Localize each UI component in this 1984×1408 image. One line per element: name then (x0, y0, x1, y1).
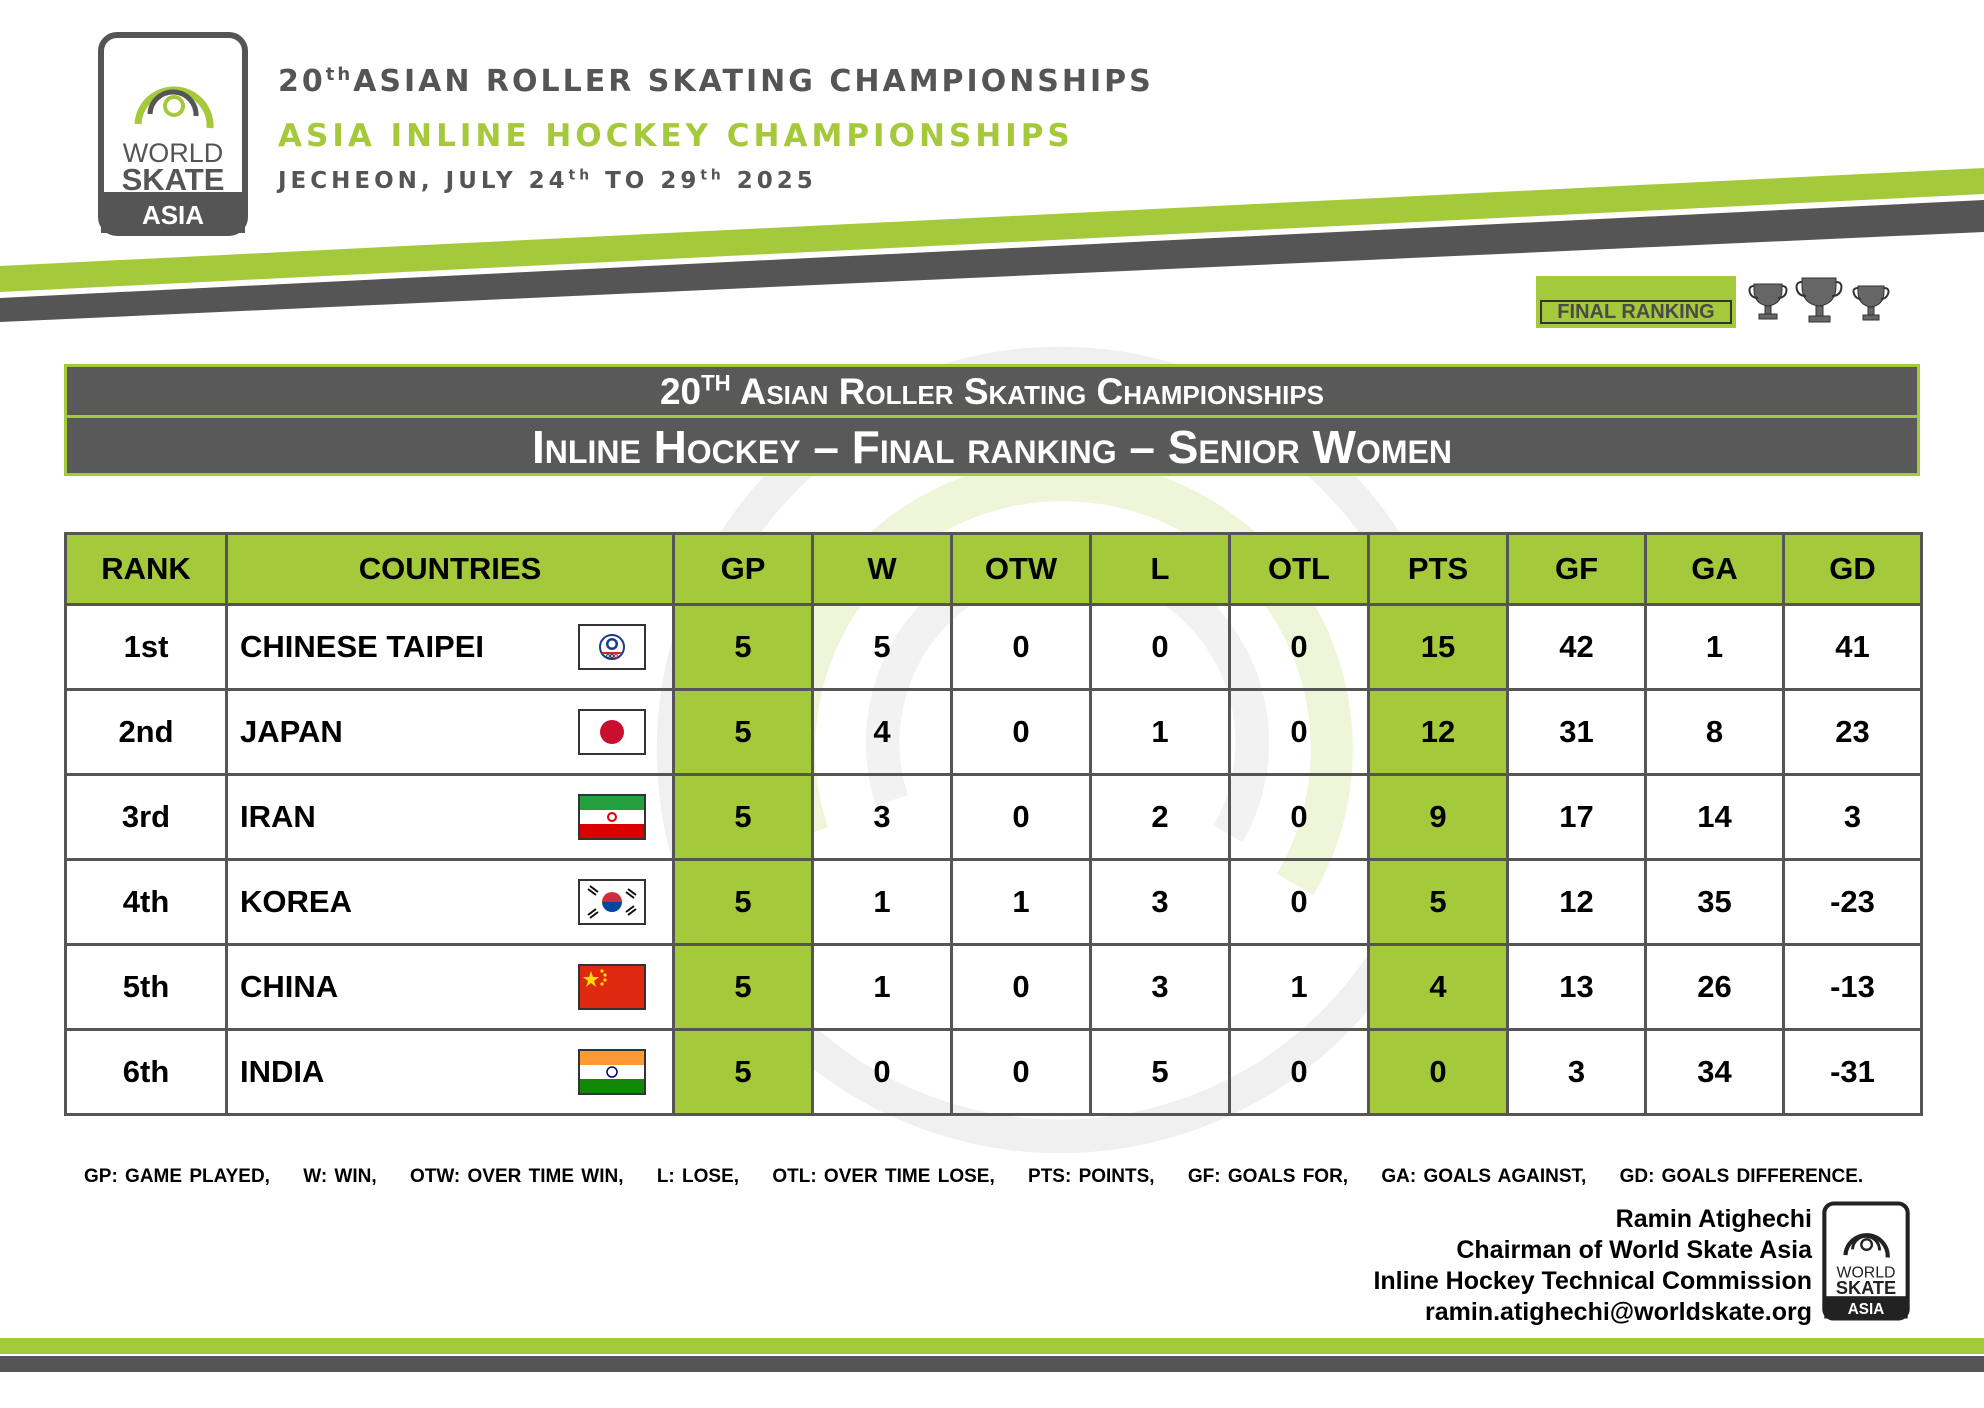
signature-email[interactable]: ramin.atighechi@worldskate.org (1425, 1298, 1812, 1326)
col-header-countries: COUNTRIES (227, 534, 674, 605)
country-name: CHINESE TAIPEI (240, 629, 485, 664)
otw-cell: 1 (952, 860, 1091, 945)
footer-green-stripe (0, 1338, 1984, 1354)
abbreviation-legend (84, 1166, 1889, 1188)
otl-cell: 0 (1230, 690, 1369, 775)
event-subtitle: ASIA INLINE HOCKEY CHAMPIONSHIPS (278, 118, 1074, 154)
otl-cell: 0 (1230, 1030, 1369, 1115)
ga-cell: 14 (1646, 775, 1784, 860)
legend-item: GD: GOALS DIFFERENCE. (1619, 1166, 1864, 1187)
gd-cell: -23 (1784, 860, 1922, 945)
trophy-icon (1797, 278, 1842, 322)
chinese-taipei-flag-icon (578, 624, 646, 670)
legend-item: L: LOSE, (656, 1166, 740, 1187)
ranking-table (64, 532, 1923, 1116)
india-flag-icon (578, 1049, 646, 1095)
l-cell: 2 (1091, 775, 1230, 860)
country-name: CHINA (240, 969, 339, 1004)
w-cell: 5 (813, 605, 952, 690)
ga-cell: 1 (1646, 605, 1784, 690)
pts-cell: 4 (1369, 945, 1508, 1030)
col-header-ga: GA (1646, 534, 1784, 605)
logo-text-asia: ASIA (141, 200, 205, 230)
country-cell (227, 860, 674, 945)
country-cell (227, 775, 674, 860)
otw-cell: 0 (952, 1030, 1091, 1115)
gp-cell: 5 (674, 860, 813, 945)
l-cell: 3 (1091, 860, 1230, 945)
otw-cell: 0 (952, 945, 1091, 1030)
pts-cell: 12 (1369, 690, 1508, 775)
otl-cell: 1 (1230, 945, 1369, 1030)
signature-block (1373, 1204, 1812, 1328)
gf-cell: 42 (1508, 605, 1646, 690)
otl-cell: 0 (1230, 860, 1369, 945)
pts-cell: 15 (1369, 605, 1508, 690)
country-name: IRAN (240, 799, 316, 834)
table-row (66, 775, 1922, 860)
pts-cell: 9 (1369, 775, 1508, 860)
gf-cell: 17 (1508, 775, 1646, 860)
title-championship: 20TH Asian Roller Skating Championships (67, 367, 1917, 418)
legend-item: GA: GOALS AGAINST, (1381, 1166, 1587, 1187)
w-cell: 1 (813, 860, 952, 945)
table-header-row (66, 534, 1922, 605)
rank-cell: 6th (66, 1030, 227, 1115)
country-name: KOREA (240, 884, 352, 919)
gp-cell: 5 (674, 690, 813, 775)
iran-flag-icon (578, 794, 646, 840)
table-row (66, 860, 1922, 945)
ga-cell: 8 (1646, 690, 1784, 775)
gd-cell: -31 (1784, 1030, 1922, 1115)
legend-item: OTW: OVER TIME WIN, (409, 1166, 624, 1187)
col-header-gp: GP (674, 534, 813, 605)
gp-cell: 5 (674, 775, 813, 860)
gp-cell: 5 (674, 1030, 813, 1115)
final-ranking-badge (1536, 276, 1736, 328)
country-cell (227, 1030, 674, 1115)
gf-cell: 13 (1508, 945, 1646, 1030)
signature-name: Ramin Atighechi (1615, 1205, 1812, 1233)
country-cell (227, 945, 674, 1030)
title-box (64, 364, 1920, 476)
gd-cell: 23 (1784, 690, 1922, 775)
country-name: JAPAN (240, 714, 343, 749)
table-row (66, 945, 1922, 1030)
col-header-pts: PTS (1369, 534, 1508, 605)
pts-cell: 0 (1369, 1030, 1508, 1115)
ga-cell: 35 (1646, 860, 1784, 945)
ga-cell: 26 (1646, 945, 1784, 1030)
otw-cell: 0 (952, 605, 1091, 690)
legend-item: GP: GAME PLAYED, (84, 1166, 270, 1187)
legend-item: OTL: OVER TIME LOSE, (772, 1166, 995, 1187)
japan-flag-icon (578, 709, 646, 755)
col-header-gf: GF (1508, 534, 1646, 605)
table-row (66, 1030, 1922, 1115)
otw-cell: 0 (952, 690, 1091, 775)
col-header-otl: OTL (1230, 534, 1369, 605)
col-header-l: L (1091, 534, 1230, 605)
world-skate-asia-logo (98, 32, 248, 236)
col-header-w: W (813, 534, 952, 605)
gd-cell: 3 (1784, 775, 1922, 860)
title-category: Inline Hockey – Final ranking – Senior Women (532, 421, 1452, 473)
championship-header: 20thASIAN ROLLER SKATING CHAMPIONSHIPS (278, 64, 1154, 99)
l-cell: 1 (1091, 690, 1230, 775)
korea-flag-icon (578, 879, 646, 925)
w-cell: 3 (813, 775, 952, 860)
rank-cell: 5th (66, 945, 227, 1030)
signature-commission: Inline Hockey Technical Commission (1373, 1267, 1812, 1295)
gp-cell: 5 (674, 945, 813, 1030)
ga-cell: 34 (1646, 1030, 1784, 1115)
otw-cell: 0 (952, 775, 1091, 860)
table-row (66, 605, 1922, 690)
trophy-icon (1854, 286, 1889, 320)
w-cell: 0 (813, 1030, 952, 1115)
l-cell: 5 (1091, 1030, 1230, 1115)
legend-item: W: WIN, (303, 1166, 377, 1187)
trophy-icon (1750, 284, 1787, 319)
rank-cell: 1st (66, 605, 227, 690)
footer-grey-stripe (0, 1356, 1984, 1372)
l-cell: 0 (1091, 605, 1230, 690)
logo-small-text-skate: SKATE (1835, 1277, 1897, 1298)
final-ranking-label: FINAL RANKING (1540, 300, 1732, 324)
logo-text-world: WORLD (122, 138, 224, 168)
w-cell: 1 (813, 945, 952, 1030)
pts-cell: 5 (1369, 860, 1508, 945)
table-row (66, 690, 1922, 775)
gp-cell: 5 (674, 605, 813, 690)
otl-cell: 0 (1230, 775, 1369, 860)
logo-small-text-world: WORLD (1836, 1264, 1896, 1282)
gd-cell: 41 (1784, 605, 1922, 690)
country-name: INDIA (240, 1054, 325, 1089)
otl-cell: 0 (1230, 605, 1369, 690)
logo-small-text-asia: ASIA (1847, 1300, 1885, 1318)
rank-cell: 3rd (66, 775, 227, 860)
col-header-rank: RANK (66, 534, 227, 605)
world-skate-asia-logo-small (1822, 1200, 1910, 1322)
col-header-otw: OTW (952, 534, 1091, 605)
country-cell (227, 605, 674, 690)
trophy-group (1748, 276, 1898, 326)
legend-item: PTS: POINTS, (1028, 1166, 1155, 1187)
signature-role: Chairman of World Skate Asia (1456, 1236, 1812, 1264)
legend-item: GF: GOALS FOR, (1187, 1166, 1349, 1187)
gf-cell: 3 (1508, 1030, 1646, 1115)
w-cell: 4 (813, 690, 952, 775)
logo-text-skate: SKATE (121, 162, 225, 197)
gf-cell: 12 (1508, 860, 1646, 945)
rank-cell: 4th (66, 860, 227, 945)
event-dates: JECHEON, JULY 24th TO 29th 2025 (278, 167, 817, 194)
col-header-gd: GD (1784, 534, 1922, 605)
gd-cell: -13 (1784, 945, 1922, 1030)
gf-cell: 31 (1508, 690, 1646, 775)
country-cell (227, 690, 674, 775)
china-flag-icon (578, 964, 646, 1010)
rank-cell: 2nd (66, 690, 227, 775)
l-cell: 3 (1091, 945, 1230, 1030)
